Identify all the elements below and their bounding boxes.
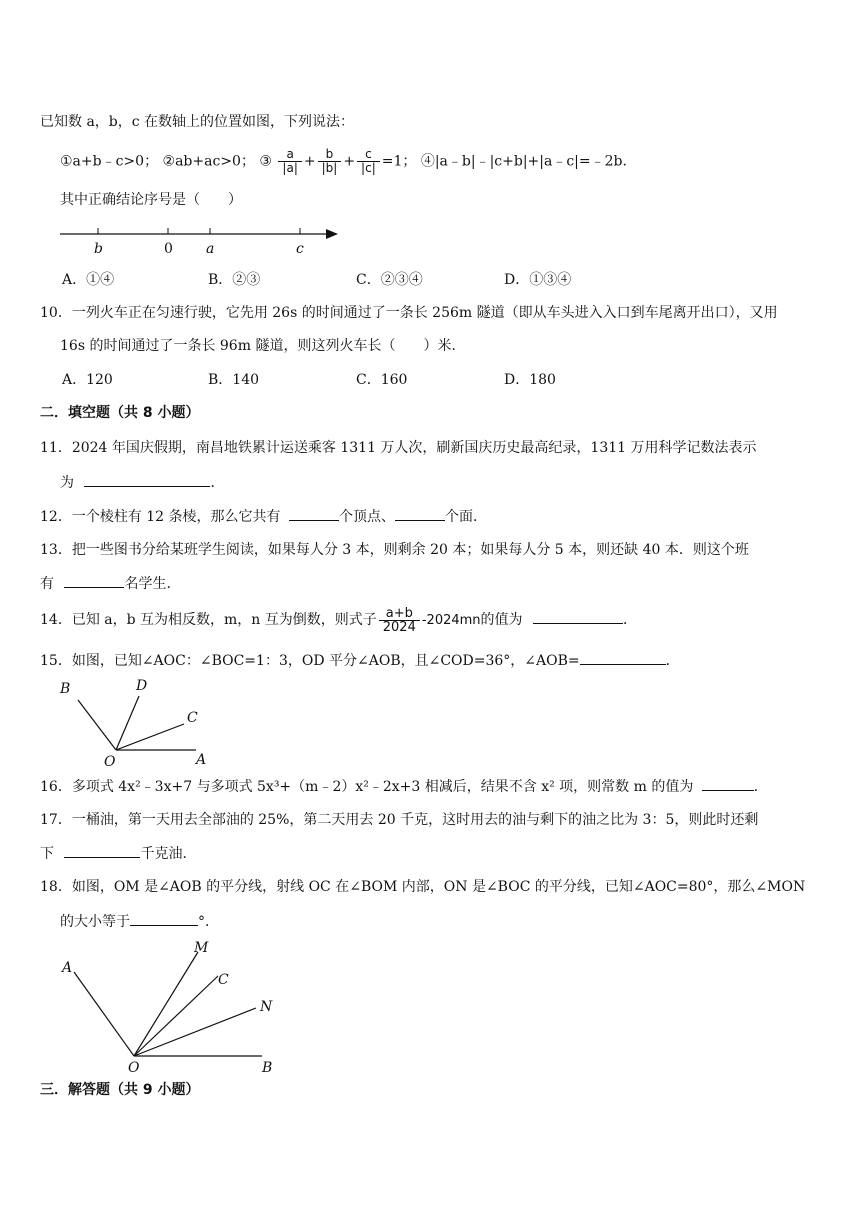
ray-ON	[134, 1008, 256, 1056]
q12-text-b: 个顶点、	[338, 509, 395, 525]
ray-OC	[116, 724, 184, 750]
q16-line	[40, 776, 768, 797]
q18-prefix: 的大小等于	[60, 914, 130, 930]
q12-vertices-blank[interactable]	[289, 506, 339, 521]
q12-line	[40, 506, 487, 527]
q9-frac-a: $\frac{a}{|a|}$	[278, 148, 301, 175]
q10-option-a[interactable]: A．120	[62, 372, 113, 388]
q11-end: ．	[210, 475, 225, 491]
q18-answer-blank[interactable]	[130, 911, 198, 926]
q10-option-d[interactable]: D．180	[504, 372, 556, 388]
q13-answer-blank[interactable]	[64, 573, 124, 588]
q9-option-c[interactable]: C．②③④	[356, 272, 423, 288]
q12-text-c: 个面．	[444, 509, 487, 525]
q10-line-2: 16s 的时间通过了一条长 96m 隧道，则这列火车长（ ）米．	[60, 338, 466, 354]
q11-line-2	[60, 472, 224, 493]
q9-statement-4: ④|a﹣b|﹣|c+b|+|a﹣c|=﹣2b．	[420, 153, 637, 170]
q18-suffix: °．	[198, 914, 219, 930]
q16-end: ．	[753, 779, 768, 795]
q9-statements: ①a+b﹣c>0； ②ab+ac>0； ③ $\frac{a}{|a|}$ + $\frac{b}{|b|}$ + $\frac{c}{|c|}$ =1； ④|a﹣b|﹣|c+b|+|a﹣c|=﹣2b．	[60, 147, 637, 175]
q11-line-1: 11．2024 年国庆假期，南昌地铁累计运送乘客 1311 万人次，刷新国庆历史最高纪录，1311 万用科学记数法表示	[40, 440, 757, 456]
section-2-heading: 二．填空题（共 8 小题）	[40, 405, 200, 421]
q14-text-a: 14．已知 a，b 互为相反数，m，n 互为倒数，则式子	[40, 612, 377, 628]
q9-option-a[interactable]: A．①④	[62, 272, 115, 288]
q18-line-1: 18．如图，OM 是∠AOB 的平分线，射线 OC 在∠BOM 内部，ON 是∠BOC 的平分线，已知∠AOC=80°，那么∠MON	[40, 879, 806, 895]
q9-statement-1: ①a+b﹣c>0；	[60, 153, 159, 170]
ray-OA	[74, 972, 134, 1056]
q9-statement-3-prefix: ③	[259, 153, 272, 170]
q9-number-line	[60, 222, 350, 262]
q18-line-2	[60, 911, 219, 932]
q13-line-2	[40, 573, 180, 594]
label-A: A	[196, 752, 207, 768]
q15-answer-blank[interactable]	[580, 650, 666, 665]
q14-expression-tail: -2024mn	[421, 613, 481, 628]
q9-statement-2: ②ab+ac>0；	[162, 153, 255, 170]
q14-fraction: $\frac{a+b}{2024}$	[379, 607, 420, 634]
q11-prefix: 为	[60, 475, 74, 491]
label-N: N	[260, 999, 273, 1015]
label-O: O	[104, 754, 116, 770]
q16-answer-blank[interactable]	[702, 776, 754, 791]
q9-stem	[40, 112, 354, 132]
q17-line-1: 17．一桶油，第一天用去全部油的 25%，第二天用去 20 千克，这时用去的油与剩下的油之比为 3：5，则此时还剩	[40, 812, 759, 828]
q16-text: 16．多项式 4x²﹣3x+7 与多项式 5x³+（m﹣2）x²﹣2x+3 相减后，结果不含 x² 项，则常数 m 的值为	[40, 779, 694, 795]
q10-option-b[interactable]: B．140	[208, 372, 260, 388]
q17-suffix: 千克油．	[140, 846, 197, 862]
q9-option-d[interactable]: D．①③④	[504, 272, 572, 288]
q13-suffix: 名学生．	[124, 576, 181, 592]
label-zero: 0	[164, 241, 173, 257]
label-C: C	[218, 972, 229, 988]
label-B: B	[60, 681, 71, 697]
q15-end: ．	[665, 653, 680, 669]
label-B: B	[262, 1060, 273, 1074]
label-O: O	[128, 1060, 140, 1074]
q9-stem-text: 已知数 a，b，c 在数轴上的位置如图，下列说法：	[40, 114, 355, 130]
label-M: M	[194, 940, 209, 956]
label-A: A	[62, 960, 73, 976]
label-C: C	[187, 710, 198, 726]
number-line-arrow	[326, 229, 338, 239]
q14-answer-blank[interactable]	[533, 609, 623, 624]
section-3-heading: 三．解答题（共 9 小题）	[40, 1082, 200, 1098]
q15-text: 15．如图，已知∠AOC：∠BOC=1：3，OD 平分∠AOB，且∠COD=36°，∠AOB=	[40, 653, 580, 669]
q14-text-b: 的值为	[480, 612, 523, 628]
q17-answer-blank[interactable]	[64, 843, 140, 858]
q9-frac-c: $\frac{c}{|c|}$	[357, 148, 380, 175]
q13-prefix: 有	[40, 576, 54, 592]
label-b: b	[94, 241, 103, 257]
q9-ask: 其中正确结论序号是（ ）	[60, 192, 242, 208]
q11-answer-blank[interactable]	[84, 472, 210, 487]
q15-line	[40, 650, 680, 671]
q15-angle-figure	[56, 678, 216, 770]
label-D: D	[136, 678, 148, 694]
q12-faces-blank[interactable]	[395, 506, 445, 521]
q12-text-a: 12．一个棱柱有 12 条棱，那么它共有	[40, 509, 281, 525]
q10-option-c[interactable]: C．160	[356, 372, 408, 388]
q17-prefix: 下	[40, 846, 54, 862]
q10-line-1: 10．一列火车正在匀速行驶，它先用 26s 的时间通过了一条长 256m 隧道（即从车头进入入口到车尾离开出口），又用	[40, 305, 778, 321]
ray-OB	[78, 700, 116, 750]
q9-option-b[interactable]: B．②③	[208, 272, 261, 288]
q17-line-2	[40, 843, 196, 864]
label-a: a	[206, 241, 215, 257]
q18-angle-figure	[56, 936, 286, 1074]
q14-end: ．	[623, 612, 637, 628]
q14-line	[40, 606, 637, 634]
label-c: c	[296, 241, 304, 257]
q13-line-1: 13．把一些图书分给某班学生阅读，如果每人分 3 本，则剩余 20 本；如果每人分 5 本，则还缺 40 本．则这个班	[40, 542, 749, 558]
q9-statement-3-tail: =1；	[381, 153, 417, 170]
q9-frac-b: $\frac{b}{|b|}$	[318, 148, 342, 175]
